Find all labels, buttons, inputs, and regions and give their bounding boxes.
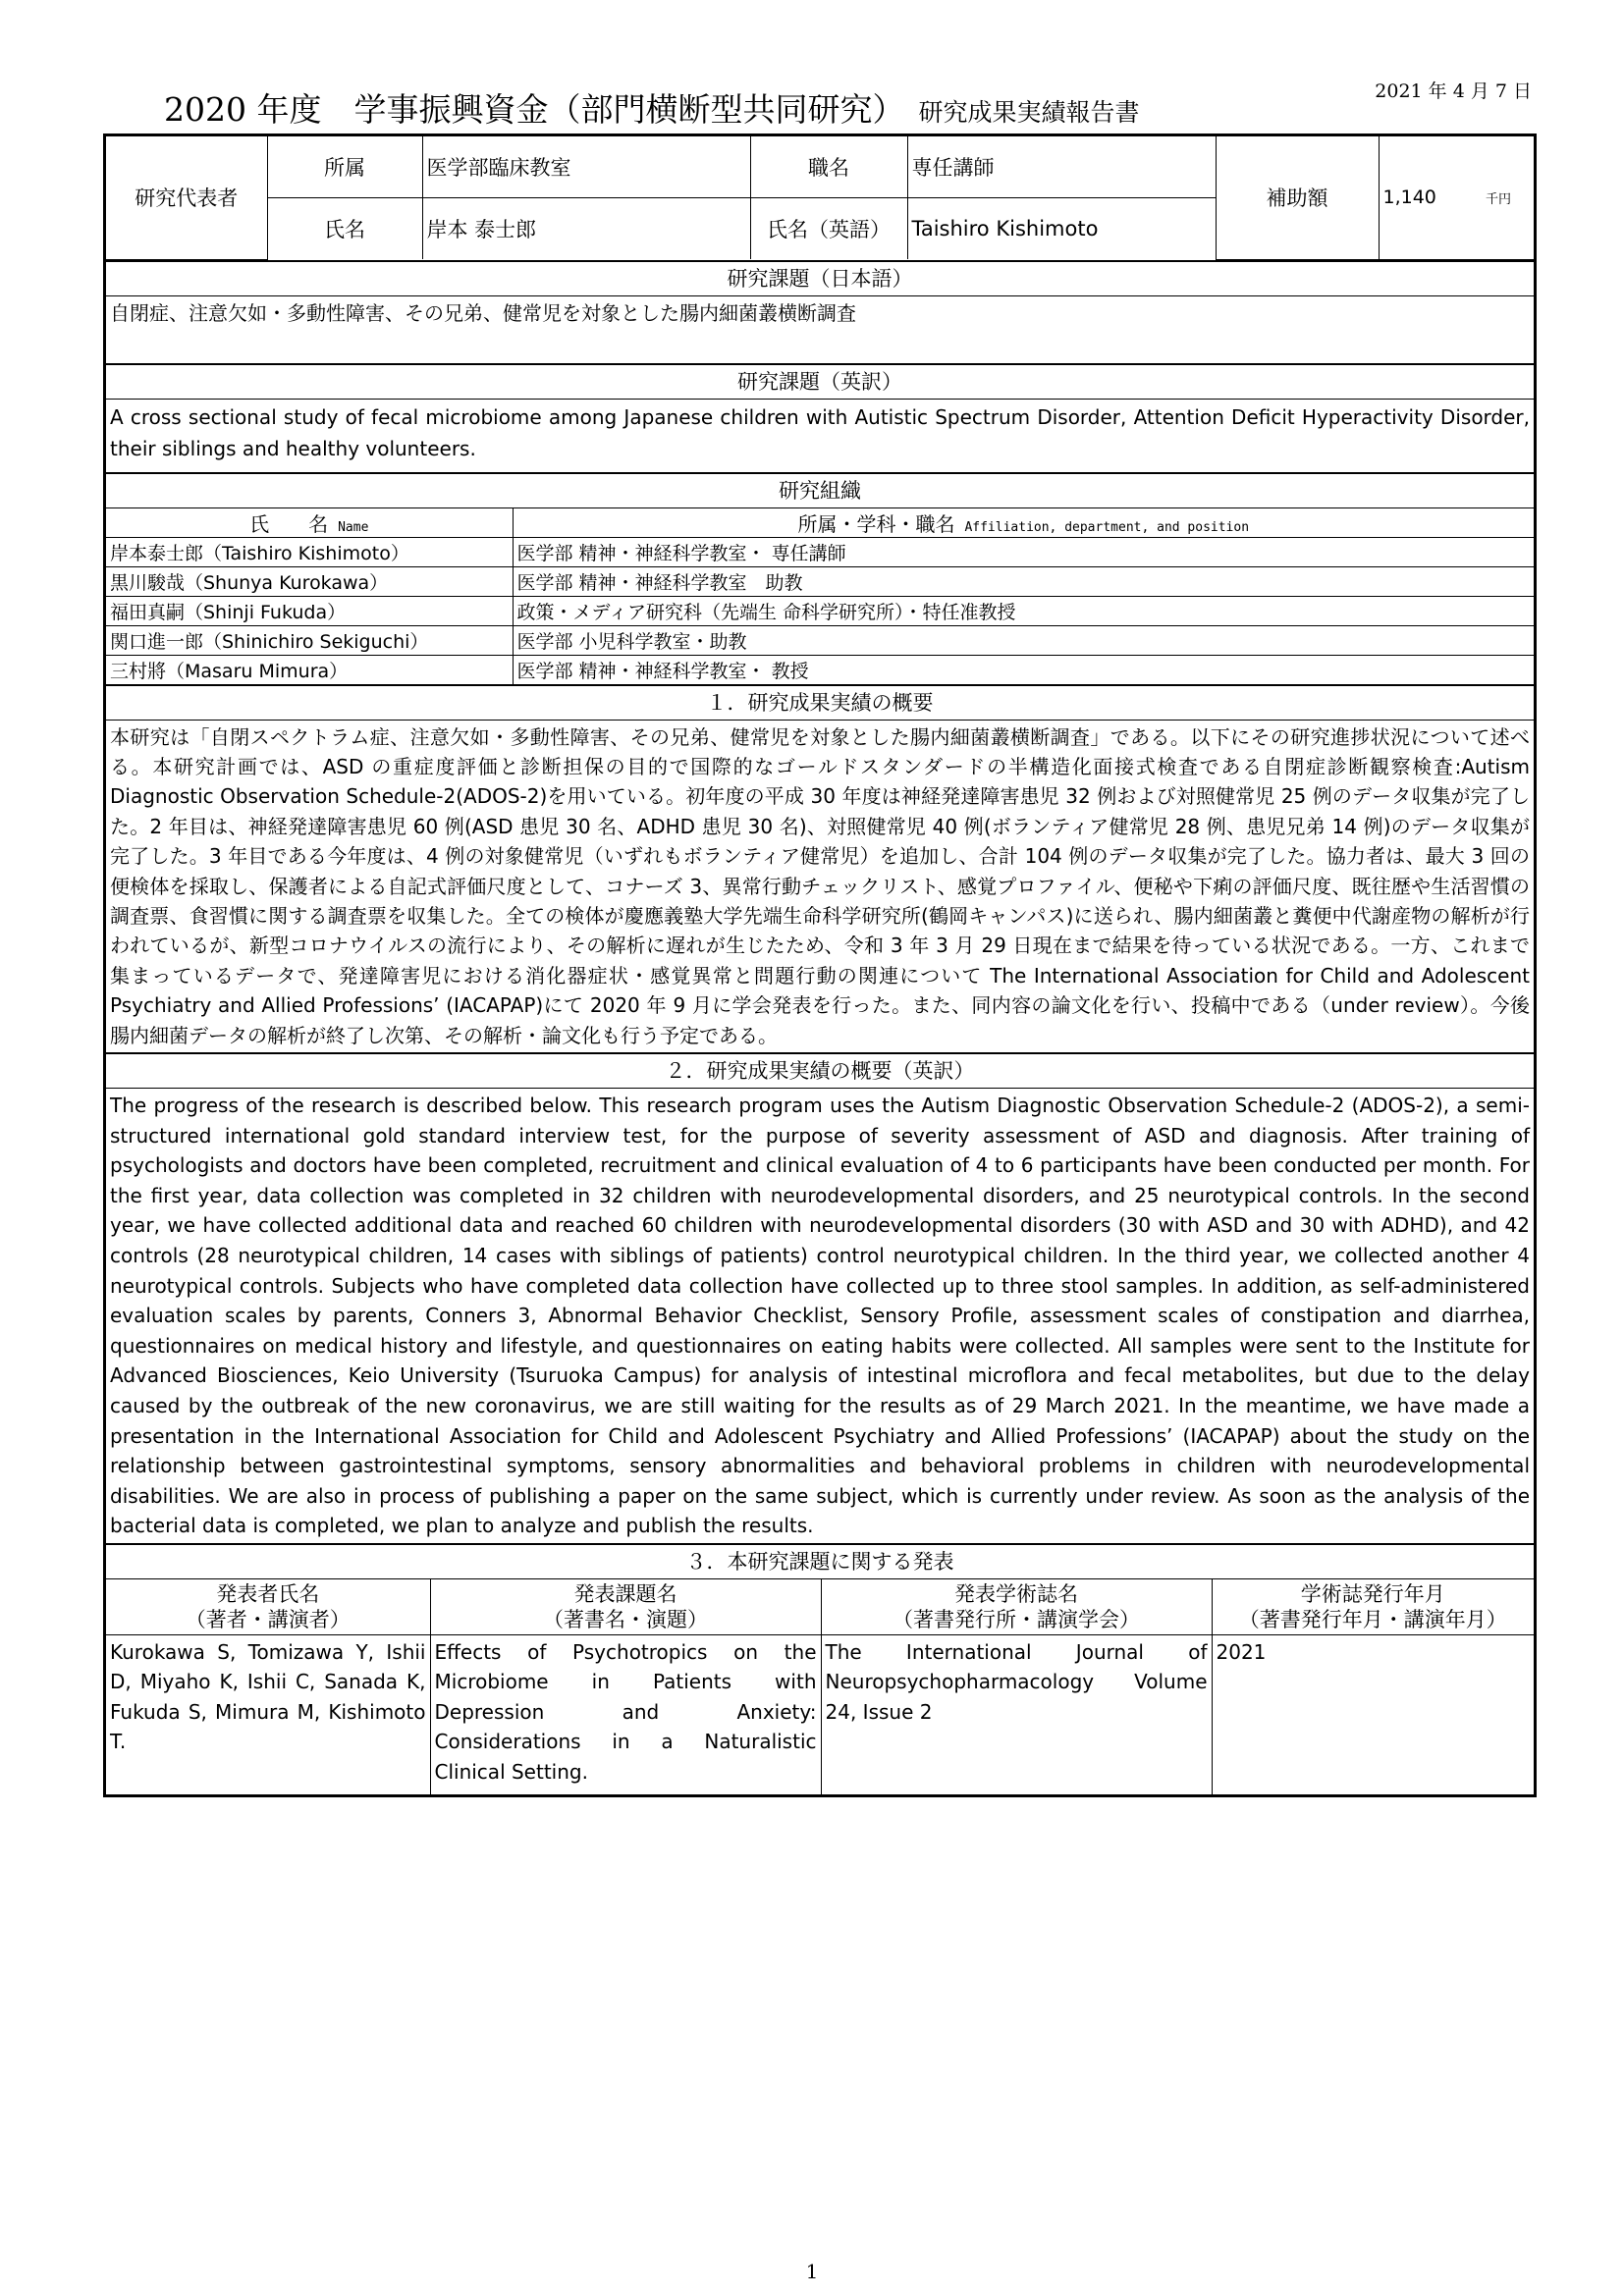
member-affiliation: 医学部 精神・神経科学教室・ 専任講師 bbox=[513, 537, 1534, 566]
pub-col-title bbox=[430, 1579, 821, 1635]
summary-en-heading: ２．研究成果実績の概要（英訳） bbox=[106, 1054, 1534, 1089]
report-date: 2021 年 4 月 7 日 bbox=[1375, 80, 1532, 102]
grant-label: 補助額 bbox=[1216, 136, 1379, 259]
member-row bbox=[106, 566, 1534, 596]
grant-unit: 千円 bbox=[1485, 192, 1511, 208]
member-affiliation: 医学部 小児科学教室・助教 bbox=[513, 625, 1534, 655]
publication-row bbox=[106, 1634, 1534, 1794]
pub-journal: The International Journal of Neuropsychopharmacology Volume 24, Issue 2 bbox=[821, 1634, 1212, 1794]
org-col-name-en: Name bbox=[338, 519, 369, 535]
pub-title: Effects of Psychotropics on the Microbiome in Patients with Depression and Anxiety: Considerations in a Naturalistic Clinical Setting. bbox=[430, 1634, 821, 1794]
member-affiliation: 医学部 精神・神経科学教室・ 教授 bbox=[513, 655, 1534, 684]
publications-table bbox=[106, 1579, 1534, 1794]
member-name: 黒川駿哉（Shunya Kurokawa） bbox=[106, 566, 513, 596]
summary-jp-heading: １．研究成果実績の概要 bbox=[106, 686, 1534, 721]
summary-jp-section bbox=[106, 686, 1534, 1054]
report-header bbox=[103, 77, 1537, 132]
report-title-text: 2020 年度 学事振興資金（部門横断型共同研究） bbox=[164, 90, 905, 129]
summary-en-text: The progress of the research is described below. This research program uses the Autism Diagnostic Observation Schedule-2 (ADOS-2), a semi-structured international gold standard interview test, for the purpose of severity assessment of ASD and diagnosis. After training of psychologists and doctors have been completed, recruitment and clinical evaluation of 4 to 6 participants have been conducted per month. For the first year, data collection was completed in 32 children with neurodevelopmental disorders, and 25 neurotypical controls. In the second year, we have collected additional data and reached 60 children with neurodevelopmental disorders (30 with ASD and 30 with ADHD), and 42 controls (28 neurotypical children, 14 cases with siblings of patients) control neurotypical children. In the third year, we collected another 4 neurotypical controls. Subjects who have completed data collection have collected up to three stool samples. In addition, as self-administered evaluation scales by parents, Conners 3, Abnormal Behavior Checklist, Sensory Profile, assessment scales of constipation and diarrhea, questionnaires on medical history and lifestyle, and questionnaires on eating habits were collected. All samples were sent to the Institute for Advanced Biosciences, Keio University (Tsuruoka Campus) for analysis of intestinal microflora and fecal metabolites, but due to the delay caused by the outbreak of the new coronavirus, we are still waiting for the results as of 29 March 2021. In the meantime, we have made a presentation in the International Association for Child and Adolescent Psychiatry and Allied Professions’ (IACAPAP) about the study on the relationship between gastrointestinal symptoms, sensory abnormalities and behavioral problems in children with neurodevelopmental disabilities. We are also in process of publishing a paper on the same subject, which is currently under review. As soon as the analysis of the bacterial data is completed, we plan to analyze and publish the results. bbox=[110, 1093, 1530, 1538]
pub-col-authors bbox=[106, 1579, 430, 1635]
org-col-name bbox=[106, 508, 513, 538]
member-name: 福田真嗣（Shinji Fukuda） bbox=[106, 596, 513, 625]
organization-section bbox=[106, 474, 1534, 686]
name-en-value: Taishiro Kishimoto bbox=[907, 198, 1216, 260]
research-title-jp-text: 自閉症、注意欠如・多動性障害、その兄弟、健常児を対象とした腸内細菌叢横断調査 bbox=[110, 300, 856, 325]
org-col-affiliation-jp: 所属・学科・職名 bbox=[797, 511, 955, 536]
research-title-en-heading: 研究課題（英訳） bbox=[106, 365, 1534, 400]
organization-heading: 研究組織 bbox=[106, 474, 1534, 508]
pub-date: 2021 bbox=[1212, 1634, 1534, 1794]
member-name: 三村將（Masaru Mimura） bbox=[106, 655, 513, 684]
research-title-jp-heading: 研究課題（日本語） bbox=[106, 262, 1534, 296]
publications-section bbox=[106, 1545, 1534, 1794]
pub-col-date-line1: 学術誌発行年月 bbox=[1300, 1581, 1445, 1606]
name-value: 岸本 泰士郎 bbox=[422, 198, 750, 260]
member-row bbox=[106, 625, 1534, 655]
report-subtitle: 研究成果実績報告書 bbox=[918, 98, 1140, 127]
name-label: 氏名 bbox=[267, 198, 422, 260]
research-title-en-text: A cross sectional study of fecal microbiome among Japanese children with Autistic Spectrum Disorder, Attention Deficit Hyperactivity Disorder, their siblings and healthy volunteers. bbox=[110, 404, 1530, 460]
pub-col-authors-line1: 発表者氏名 bbox=[216, 1581, 320, 1606]
report-title bbox=[164, 84, 1140, 131]
organization-table bbox=[106, 508, 1534, 684]
affiliation-label: 所属 bbox=[267, 136, 422, 198]
summary-en-section bbox=[106, 1054, 1534, 1545]
member-affiliation: 医学部 精神・神経科学教室 助教 bbox=[513, 566, 1534, 596]
pub-col-journal-line2: （著書発行所・講演学会） bbox=[893, 1607, 1140, 1631]
member-row bbox=[106, 537, 1534, 566]
pub-col-date-line2: （著書発行年月・講演年月） bbox=[1238, 1607, 1507, 1631]
member-row bbox=[106, 596, 1534, 625]
pub-authors: Kurokawa S, Tomizawa Y, Ishii D, Miyaho K, Ishii C, Sanada K, Fukuda S, Mimura M, Kishimoto T. bbox=[106, 1634, 430, 1794]
representative-section bbox=[106, 136, 1534, 262]
pub-col-journal bbox=[821, 1579, 1212, 1635]
org-col-affiliation-en: Affiliation, department, and position bbox=[964, 519, 1250, 535]
name-en-label: 氏名（英語） bbox=[750, 198, 907, 260]
pub-col-title-line1: 発表課題名 bbox=[573, 1581, 677, 1606]
page-number: 1 bbox=[805, 2260, 819, 2283]
org-col-name-jp: 氏 名 bbox=[249, 511, 329, 536]
pub-col-date bbox=[1212, 1579, 1534, 1635]
grant-value: 1,140 bbox=[1382, 187, 1436, 209]
publications-heading: ３．本研究課題に関する発表 bbox=[106, 1545, 1534, 1579]
pub-col-title-line2: （著書名・演題） bbox=[543, 1607, 708, 1631]
grant-amount bbox=[1379, 136, 1534, 259]
position-label: 職名 bbox=[750, 136, 907, 198]
member-row bbox=[106, 655, 1534, 684]
summary-jp-text: 本研究は「自閉スペクトラム症、注意欠如・多動性障害、その兄弟、健常児を対象とした腸内細菌叢横断調査」である。以下にその研究進捗状況について述べる。本研究計画では、ASD の重症度評価と診断担保の目的で国際的なゴールドスタンダードの半構造化面接式検査である自閉症診断観察検査:Autism Diagnostic Observation Schedule-2(ADOS-2)を用いている。初年度の平成 30 年度は神経発達障害患児 32 例および対照健常児 25 例のデータ収集が完了した。2 年目は、神経発達障害患児 60 例(ASD 患児 30 名、ADHD 患児 30 名)、対照健常児 40 例(ボランティア健常児 28 例、患児兄弟 14 例)のデータ収集が完了した。3 年目である今年度は、4 例の対象健常児（いずれもボランティア健常児）を追加し、合計 104 例のデータ収集が完了した。協力者は、最大 3 回の便検体を採取し、保護者による自記式評価尺度として、コナーズ 3、異常行動チェックリスト、感覚プロファイル、便秘や下痢の評価尺度、既往歴や生活習慣の調査票、食習慣に関する調査票を収集した。全ての検体が慶應義塾大学先端生命科学研究所(鶴岡キャンパス)に送られ、腸内細菌叢と糞便中代謝産物の解析が行われているが、新型コロナウイルスの流行により、その解析に遅れが生じたため、令和 3 年 3 月 29 日現在まで結果を待っている状況である。一方、これまで集まっているデータで、発達障害児における消化器症状・感覚異常と問題行動の関連について The International Association for Child and Adolescent Psychiatry and Allied Professions’ (IACAPAP)にて 2020 年 9 月に学会発表を行った。また、同内容の論文化を行い、投稿中である（under review）。今後腸内細菌データの解析が終了し次第、その解析・論文化も行う予定である。 bbox=[110, 724, 1530, 1047]
research-title-jp-section bbox=[106, 262, 1534, 365]
member-affiliation: 政策・メディア研究科（先端生 命科学研究所）・特任准教授 bbox=[513, 596, 1534, 625]
pub-col-authors-line2: （著者・講演者） bbox=[185, 1607, 351, 1631]
research-title-en-section bbox=[106, 365, 1534, 474]
position-value: 専任講師 bbox=[907, 136, 1216, 198]
member-name: 岸本泰士郎（Taishiro Kishimoto） bbox=[106, 537, 513, 566]
pub-col-journal-line1: 発表学術誌名 bbox=[954, 1581, 1078, 1606]
member-name: 関口進一郎（Shinichiro Sekiguchi） bbox=[106, 625, 513, 655]
affiliation-value: 医学部臨床教室 bbox=[422, 136, 750, 198]
representative-label: 研究代表者 bbox=[106, 136, 267, 259]
report-form bbox=[103, 133, 1537, 1797]
org-col-affiliation bbox=[513, 508, 1534, 538]
